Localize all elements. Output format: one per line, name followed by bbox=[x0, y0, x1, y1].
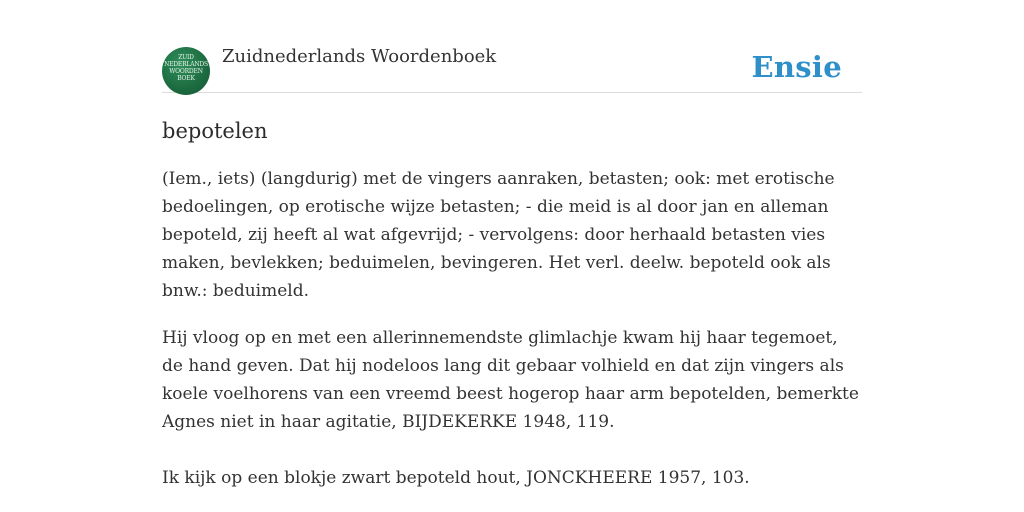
example-quote: Ik kijk op een blokje zwart bepoteld hout, JONCKHEERE 1957, 103. bbox=[162, 468, 750, 488]
logo-line: ZUID bbox=[178, 54, 194, 61]
brand-logo[interactable]: Ensie bbox=[751, 50, 842, 84]
dictionary-logo[interactable] bbox=[162, 47, 210, 95]
example-quote: Hij vloog op en met een allerinnemendste glimlachje kwam hij haar tegemoet, de hand geven. Dat hij nodeloos lang dit gebaar volhield en dat zijn vingers als koele voelhorens van een vreemd beest hogerop haar arm bepotelden, bemerkte Agnes niet in haar agitatie, BIJDEKERKE 1948, 119. bbox=[162, 328, 859, 432]
site-title[interactable]: Zuidnederlands Woordenboek bbox=[222, 46, 497, 67]
header bbox=[162, 44, 862, 93]
entry-definition: (Iem., iets) (langdurig) met de vingers aanraken, betasten; ook: met erotische bedoelingen, op erotische wijze betasten; - die meid is al door jan en alleman bepoteld, zij heeft al wat afgevrijd; - vervolgens: door herhaald betasten vies maken, bevlekken; beduimelen, bevingeren. Het verl. deelw. bepoteld ook als bnw.: beduimeld. bbox=[162, 169, 835, 301]
logo-line: BOEK bbox=[177, 75, 195, 82]
logo-text bbox=[162, 54, 210, 82]
entry-word: bepotelen bbox=[162, 119, 268, 143]
logo-line: NEDERLANDS bbox=[164, 61, 208, 68]
logo-line: WOORDEN bbox=[169, 68, 203, 75]
entry-card bbox=[162, 44, 862, 492]
